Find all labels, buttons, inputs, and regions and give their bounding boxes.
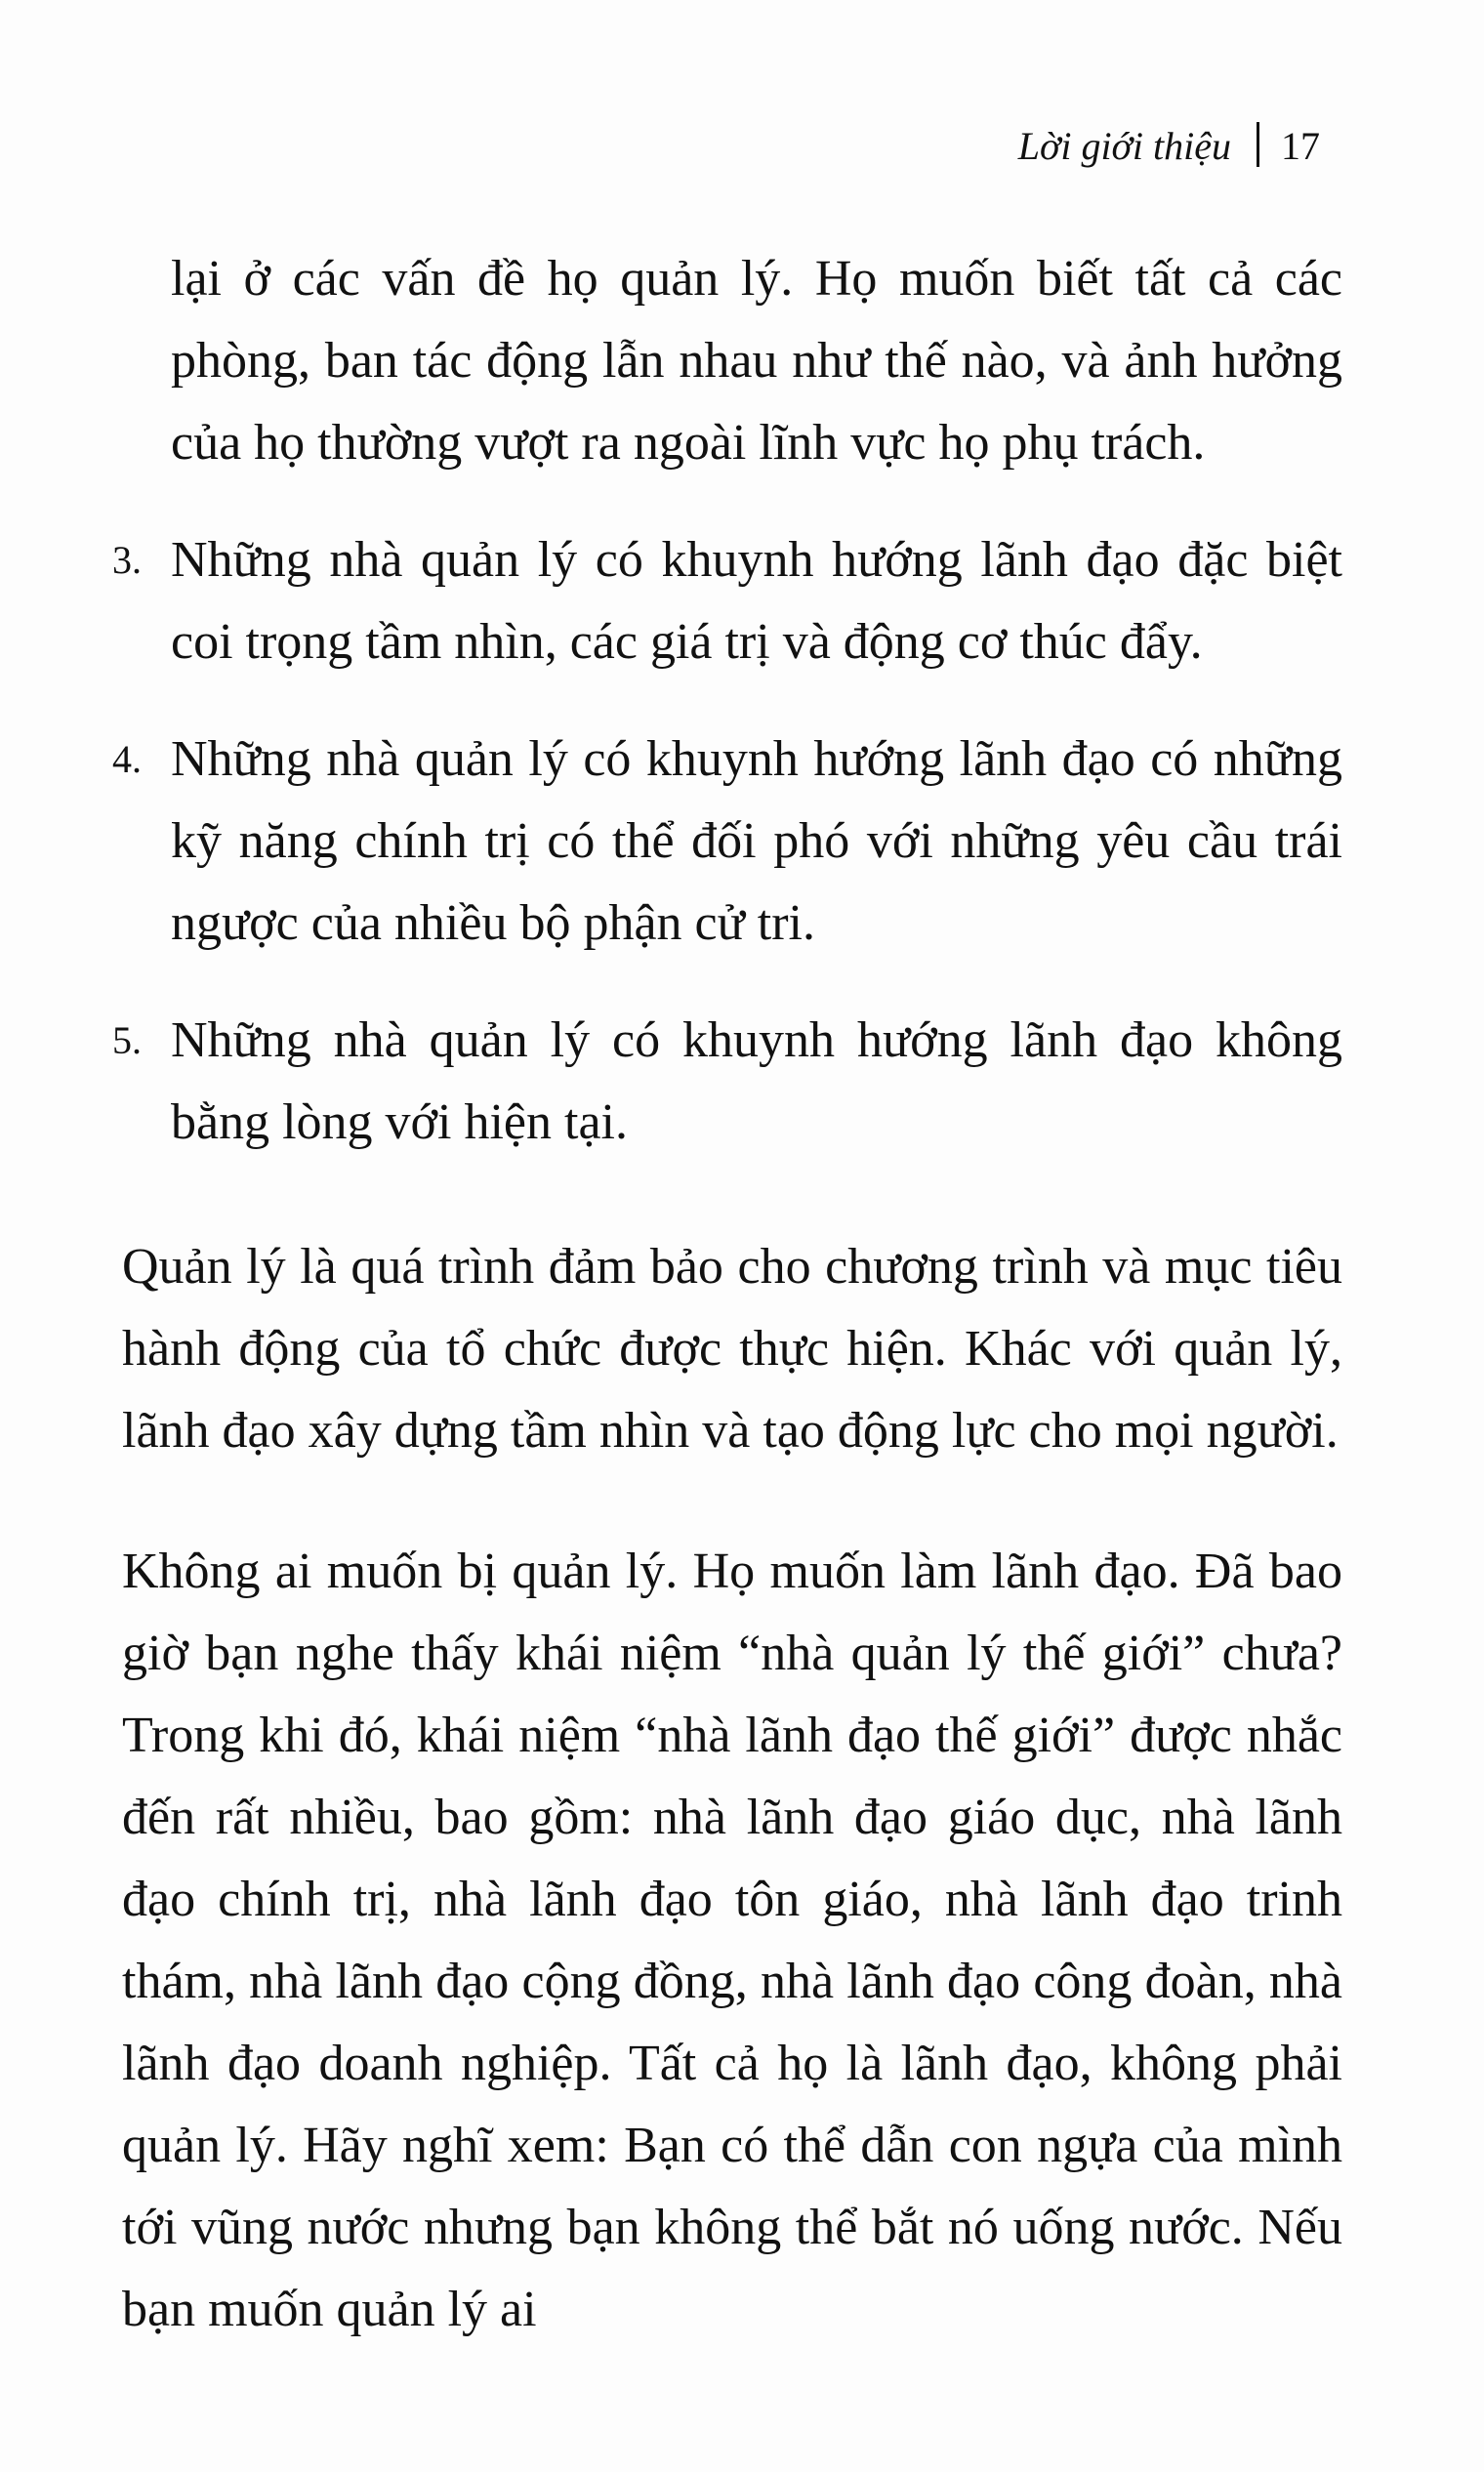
running-header: [1018, 117, 1320, 176]
body-paragraph: Không ai muốn bị quản lý. Họ muốn làm lãnh đạo. Đã bao giờ bạn nghe thấy khái niệm “nhà quản lý thế giới” chưa? Trong khi đó, khái niệm “nhà lãnh đạo thế giới” được nhắc đến rất nhiều, bao gồm: nhà lãnh đạo giáo dục, nhà lãnh đạo chính trị, nhà lãnh đạo tôn giáo, nhà lãnh đạo trinh thám, nhà lãnh đạo cộng đồng, nhà lãnh đạo công đoàn, nhà lãnh đạo doanh nghiệp. Tất cả họ là lãnh đạo, không phải quản lý. Hãy nghĩ xem: Bạn có thể dẫn con ngựa của mình tới vũng nước nhưng bạn không thể bắt nó uống nước. Nếu bạn muốn quản lý ai: [122, 1544, 1342, 2337]
list-item: [112, 719, 1342, 965]
list-item: [112, 1000, 1342, 1164]
list-item-number: 5.: [112, 1018, 142, 1062]
page-body: [112, 238, 1342, 2351]
continuation-text: lại ở các vấn đề họ quản lý. Họ muốn biết tất cả các phòng, ban tác động lẫn nhau như thế nào, và ảnh hưởng của họ thường vượt ra ngoài lĩnh vực họ phụ trách.: [171, 251, 1342, 471]
list-item-text: Những nhà quản lý có khuynh hướng lãnh đạo đặc biệt coi trọng tầm nhìn, các giá trị và động cơ thúc đẩy.: [171, 532, 1342, 670]
list-item-number: 3.: [112, 538, 142, 582]
page-number: 17: [1281, 124, 1320, 168]
list-item: [112, 519, 1342, 683]
section-title: Lời giới thiệu: [1017, 124, 1231, 168]
numbered-list: [112, 519, 1342, 1164]
list-item-text: Những nhà quản lý có khuynh hướng lãnh đạo có những kỹ năng chính trị có thể đối phó với những yêu cầu trái ngược của nhiều bộ phận cử tri.: [171, 731, 1342, 951]
header-separator: [1257, 122, 1259, 167]
list-item-number: 4.: [112, 737, 142, 781]
list-item-text: Những nhà quản lý có khuynh hướng lãnh đạo không bằng lòng với hiện tại.: [171, 1012, 1342, 1150]
body-paragraph: Quản lý là quá trình đảm bảo cho chương trình và mục tiêu hành động của tổ chức được thực hiện. Khác với quản lý, lãnh đạo xây dựng tầm nhìn và tạo động lực cho mọi người.: [122, 1239, 1342, 1459]
